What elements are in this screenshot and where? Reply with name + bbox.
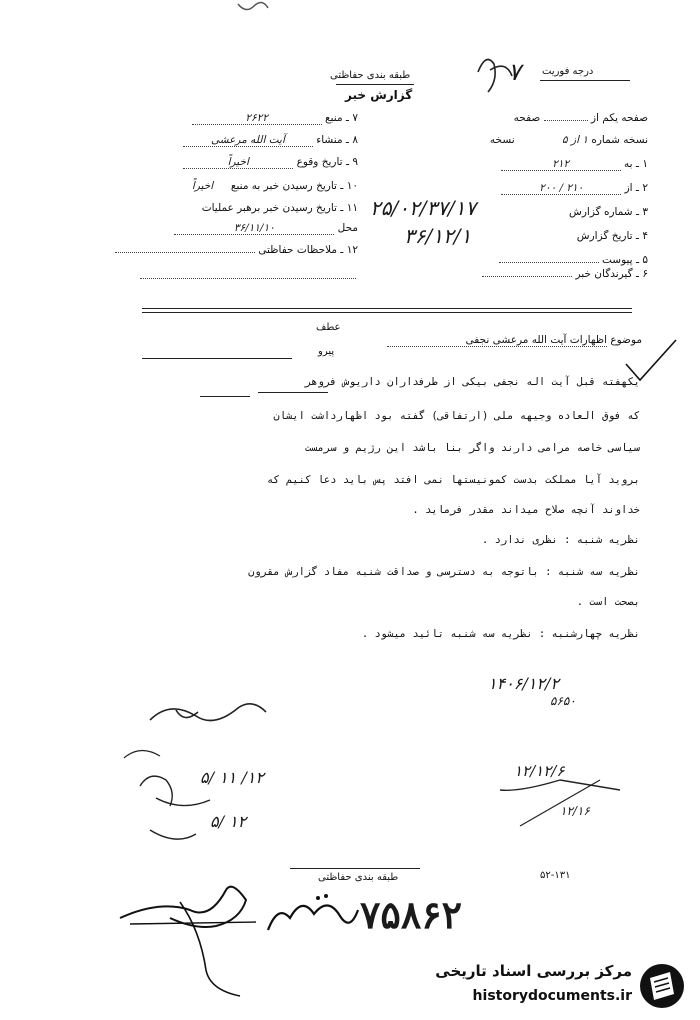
body-line-1: یکهفته قبل آیت اله نجفی بیکی از طرفداران داریوش فروهر [304,376,640,388]
priority-value: ۷ [508,58,521,86]
note-line-2: نظریه سه شنبه : باتوجه به دسترسی و صداقت شنبه مفاد گزارش مقرون [248,566,640,578]
field-from: ۲ ـ از ۲۱۰ / ۲۰۰ [501,182,648,195]
atf-label: عطف [316,322,341,333]
note-line-4: نظریه چهارشنبه : نظریه سه شنبه تائید میشود . [361,628,640,640]
field-to: ۱ ـ به ۲۱۲ [501,158,648,171]
field-occur-date: ۹ ـ تاریخ وقوع اخیراً [183,156,358,169]
handwritten-right-date: ۱۲/۱۲/۶ [514,762,565,780]
field-attachment: ۵ ـ پیوست [499,254,648,266]
classification-bottom: طبقه بندی حفاظتی [318,872,399,883]
report-date-handwritten: ۳۶/۱۲/۱ [404,224,472,248]
field-security-notes: ۱۲ ـ ملاحظات حفاظتی [115,244,358,256]
handwritten-right-date-2: ۱۲/۱۶ [560,804,590,818]
handwritten-left-note: ۵/ ۱۱ /۱۲ [200,768,264,787]
watermark [400,958,696,1016]
field-page: صفحه یکم از صفحه [513,112,648,124]
body-line-5: خداوند آنچه صلاح میداند مقدر فرماید . [412,504,640,516]
body-line-3: سیاسی خاصه مرامی دارند واگر بنا باشد این رژیم و سرمست [304,442,640,454]
form-code: ۵۲-۱۳۱ [540,870,571,881]
priority-label: درجه فوریت [542,66,594,77]
body-line-2: که فوق العاده وجیهه ملی (ارتفاقی) گفته بود اظهارداشت ایشان [273,410,640,422]
field-recipients: ۶ ـ گیرندگان خبر [482,268,648,280]
field-ops-date: ۱۱ ـ تاریخ رسیدن خبر برهبر عملیات [201,202,358,214]
handwritten-left-note-2: ۵/ ۱۲ [210,812,247,831]
field-copy: نسخه شماره ۱ از ۵ نسخه [489,134,648,146]
note-line-1: نظریه شنبه : نظری ندارد . [481,534,640,546]
body-line-4: بروید آیا مملکت بدست کمونیستها نمی افتد پس باید دعا کنیم که [267,474,640,486]
note-line-3: بصحت است . [576,596,640,608]
field-source: ۷ ـ منبع ۲۶۲۲ [192,112,358,125]
field-source-date: ۱۰ ـ تاریخ رسیدن خبر به منبع اخیراً [191,180,358,192]
handwritten-date-mid: ۱۴۰۶/۱۲/۲ [488,674,559,693]
field-place: محل ۳۶/۱۱/۱۰ [174,222,358,235]
history-documents-logo-icon [640,964,684,1008]
archive-number: ۷۵۸۶۲ [360,892,463,937]
report-title: گزارش خبر [345,88,413,102]
peyro-label: پیرو [318,346,335,357]
watermark-url: historydocuments.ir [472,988,632,1004]
field-report-number: ۳ ـ شماره گزارش [569,206,648,218]
classification-top: طبقه بندی حفاظتی [330,70,411,81]
field-origin: ۸ ـ منشاء آیت الله مرعشی [183,134,358,147]
subject-line: موضوع اظهارات آیت الله مرعشی نجفی [387,334,642,347]
handwritten-date-sub: ۵۶۵۰ [550,694,576,708]
watermark-org-name: مرکز بررسی اسناد تاریخی [435,962,632,980]
field-report-date: ۴ ـ تاریخ گزارش [576,230,648,242]
report-number-handwritten: ۲۵/۰۲/۳۷/۱۷ [370,196,477,220]
